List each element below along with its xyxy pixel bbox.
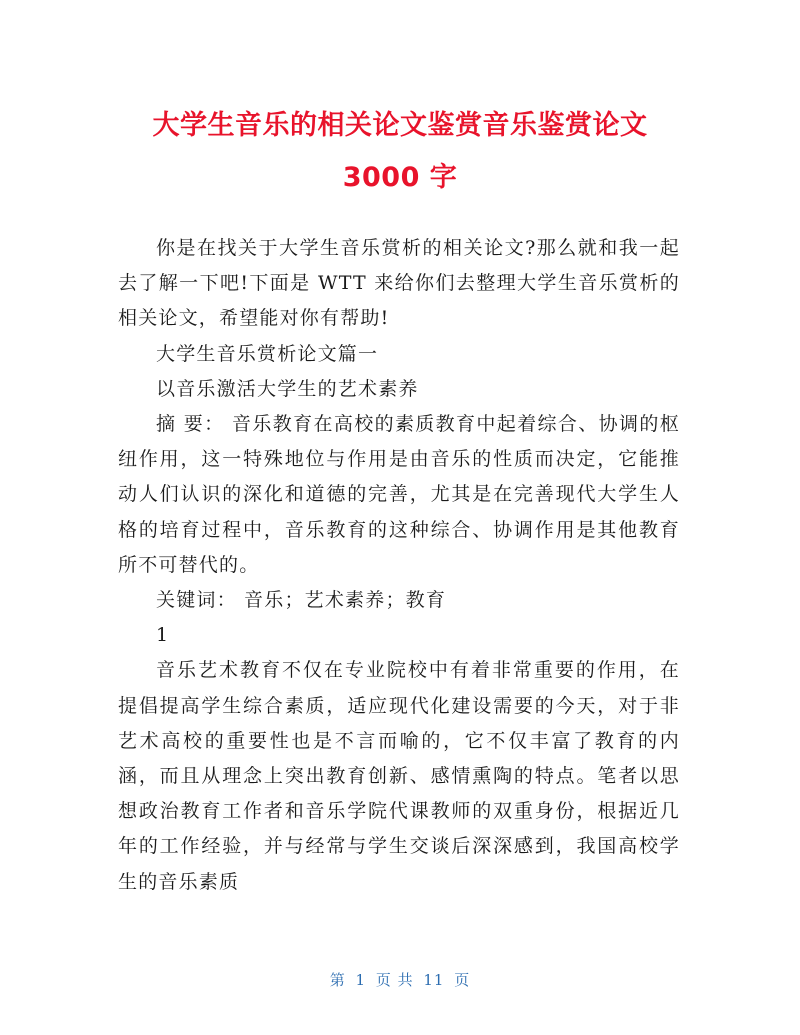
intro-paragraph: 你是在找关于大学生音乐赏析的相关论文?那么就和我一起去了解一下吧!下面是 WTT 来给你们去整理大学生音乐赏析的相关论文，希望能对你有帮助! xyxy=(118,237,680,330)
section-heading: 大学生音乐赏析论文篇一 xyxy=(156,342,379,365)
footer-middle: 页 共 xyxy=(375,971,414,989)
footer-suffix: 页 xyxy=(454,971,471,989)
body-paragraph: 音乐艺术教育不仅在专业院校中有着非常重要的作用，在提倡提高学生综合素质，适应现代化建设需要的今天，对于非艺术高校的重要性也是不言而喻的，它不仅丰富了教育的内涵，而且从理念上突出教育创新、感情熏陶的特点。笔者以思想政治教育工作者和音乐学院代课教师的双重身份，根据近几年的工作经验，并与经常与学生交谈后深深感到，我国高校学生的音乐素质 xyxy=(118,659,680,893)
footer-page-number: 1 xyxy=(355,971,367,989)
footer-prefix: 第 xyxy=(329,971,346,989)
keywords-paragraph: 关键词： 音乐；艺术素养；教育 xyxy=(156,589,447,612)
footer-total-pages: 11 xyxy=(423,971,445,989)
section-number: 1 xyxy=(156,624,170,647)
page-footer xyxy=(0,969,800,990)
document-title xyxy=(0,100,800,204)
document-body xyxy=(118,231,680,900)
article-title: 以音乐激活大学生的艺术素养 xyxy=(156,377,419,400)
document-title-line-1: 大学生音乐的相关论文鉴赏音乐鉴赏论文 xyxy=(152,110,648,141)
document-title-line-2: 3000 字 xyxy=(342,162,458,193)
abstract-paragraph: 摘 要： 音乐教育在高校的素质教育中起着综合、协调的枢纽作用，这一特殊地位与作用是由音乐的性质而决定，它能推动人们认识的深化和道德的完善，尤其是在完善现代大学生人格的培育过程中，音乐教育的这种综合、协调作用是其他教育所不可替代的。 xyxy=(118,413,680,576)
